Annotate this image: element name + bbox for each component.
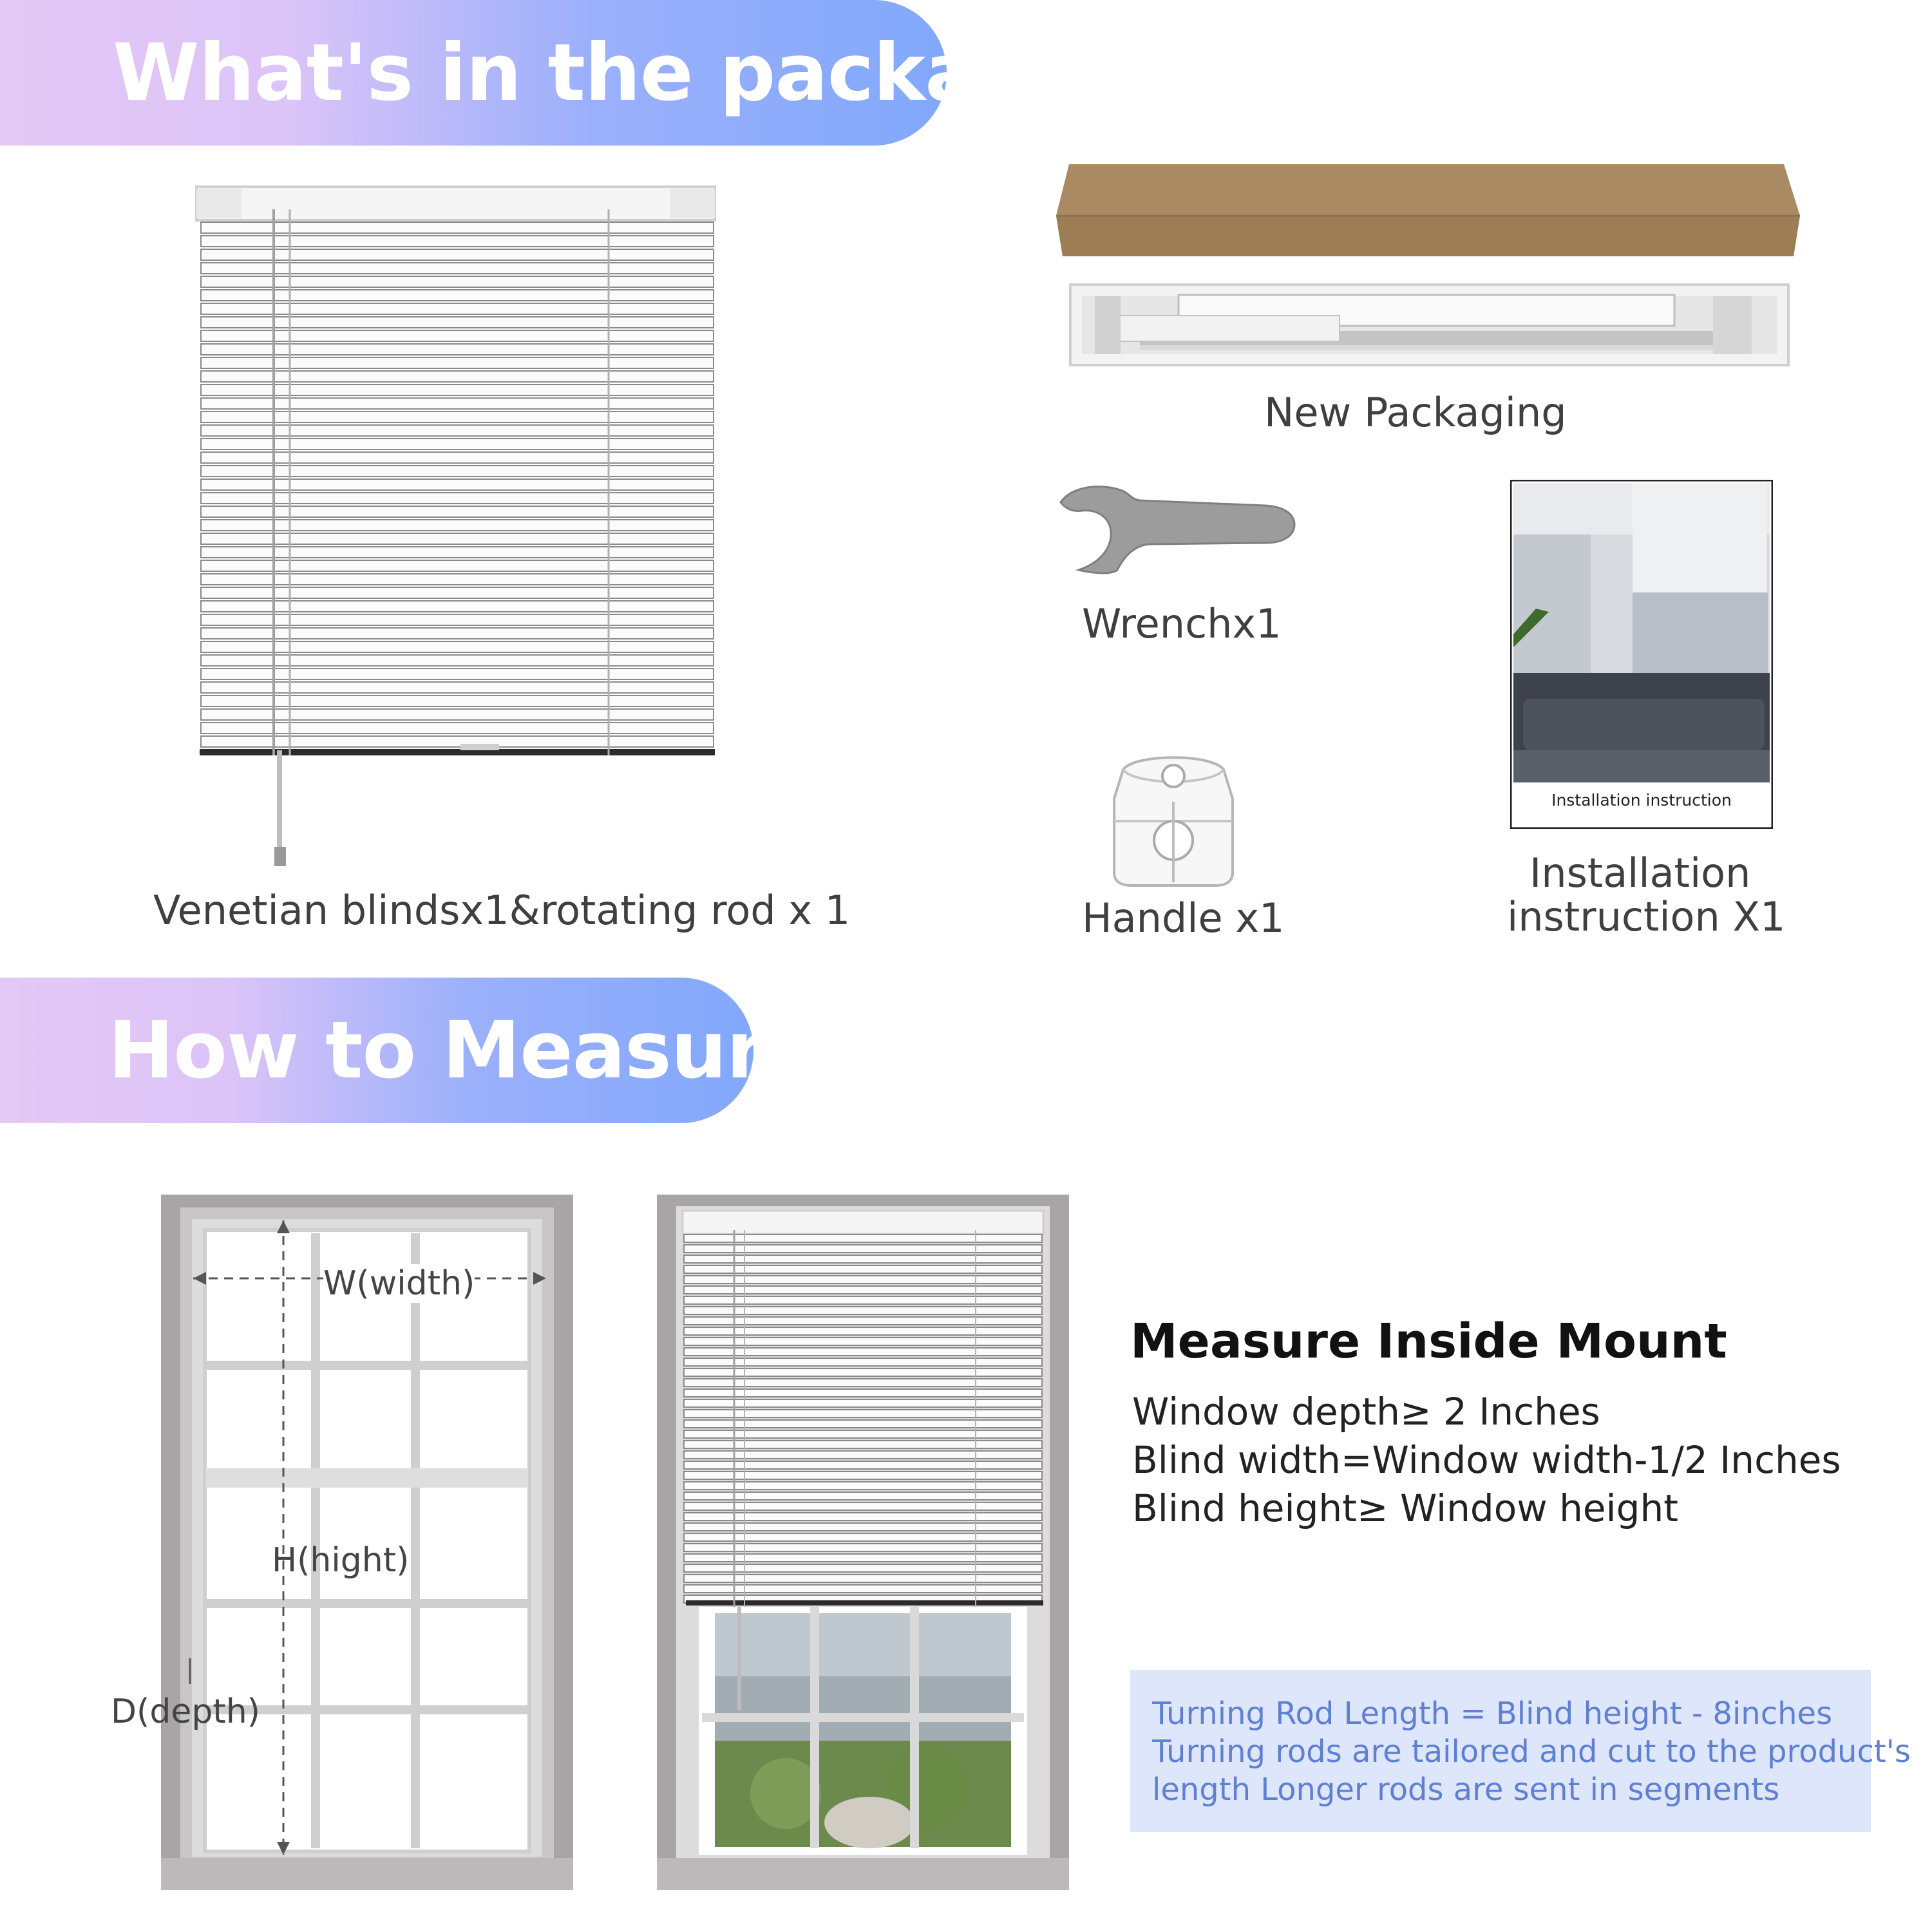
packaging-label: New Packaging	[1264, 389, 1567, 436]
width-label: W(width)	[323, 1264, 475, 1303]
instruction-label-line1: Installation	[1530, 849, 1751, 896]
package-section-banner	[0, 0, 1086, 146]
window-with-blind-image	[657, 1195, 1069, 1890]
packaging-tray-image	[1069, 283, 1790, 367]
wrench-icon	[1053, 480, 1298, 576]
instruction-label-line2: instruction X1	[1507, 893, 1786, 940]
turning-rod-note	[1130, 1670, 1911, 1832]
height-label: H(hight)	[272, 1541, 410, 1580]
depth-label: D(depth)	[111, 1692, 260, 1731]
measure-section-banner	[0, 978, 817, 1123]
measure-section-heading: How to Measure	[108, 1005, 817, 1096]
handle-label: Handle x1	[1082, 895, 1285, 942]
instruction-card-caption: Installation instruction	[1551, 791, 1732, 810]
inside-mount-title: Measure Inside Mount	[1130, 1314, 1727, 1369]
venetian-blind-image	[193, 184, 721, 873]
note-line: length Longer rods are sent in segments	[1152, 1772, 1780, 1808]
instruction-card-image	[1510, 480, 1773, 829]
inside-mount-line: Blind width=Window width-1/2 Inches	[1132, 1438, 1841, 1482]
handle-icon	[1109, 750, 1238, 889]
cardboard-box-image	[1056, 161, 1803, 264]
inside-mount-line: Blind height≥ Window height	[1132, 1486, 1678, 1530]
package-section-heading: What's in the package	[113, 27, 1086, 118]
inside-mount-line: Window depth≥ 2 Inches	[1132, 1390, 1600, 1434]
note-line: Turning Rod Length = Blind height - 8inches	[1152, 1696, 1833, 1732]
window-measure-diagram	[161, 1195, 573, 1890]
wrench-label: Wrenchx1	[1082, 600, 1282, 647]
blinds-label: Venetian blindsx1&rotating rod x 1	[153, 887, 851, 934]
note-line: Turning rods are tailored and cut to the product's	[1152, 1734, 1911, 1770]
